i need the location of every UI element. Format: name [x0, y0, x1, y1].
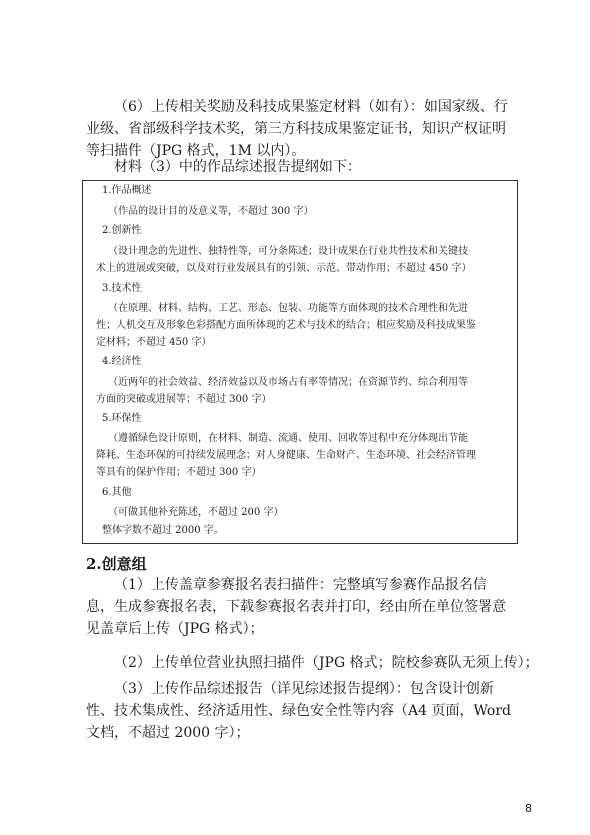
outline-heading-innovation: 2.创新性: [102, 225, 142, 236]
outline-heading-economic: 4.经济性: [102, 356, 142, 367]
outline-heading-overview: 1.作品概述: [102, 185, 152, 196]
text-line: 见盖章后上传（JPG 格式）；: [86, 621, 264, 637]
outline-heading-other: 6.其他: [102, 487, 132, 498]
outline-body-other: （可做其他补充陈述，不超过 200 字）: [108, 507, 284, 518]
outline-heading-technical: 3.技术性: [102, 283, 142, 294]
outline-heading-environmental: 5.环保性: [102, 413, 142, 424]
text-line: 文档，不超过 2000 字）；: [86, 725, 250, 741]
creative-item-3: [86, 678, 526, 744]
text-line: 材料（3）中的作品综述报告提纲如下：: [114, 159, 361, 175]
outline-body-innovation: （设计理念的先进性、独特性等，可分条陈述；设计成果在行业共性技术和关键技 术上的进展或突破，以及对行业发展具有的引领、示范、带动作用；不超过 450 字）: [96, 246, 472, 274]
text-line: 息，生成参赛报名表，下载参赛报名表并打印，经由所在单位签署意: [86, 599, 506, 615]
item-6-paragraph: [86, 96, 526, 162]
section-title-creative-group: 2.创意组: [86, 555, 147, 573]
text-line: 性、技术集成性、经济适用性、绿色安全性等内容（A4 页面，Word: [86, 703, 511, 719]
text-line: （3）上传作品综述报告（详见综述报告提纲）：包含设计创新: [114, 681, 494, 697]
outline-intro: [86, 156, 526, 178]
creative-item-1: [86, 574, 526, 640]
outline-body-economic: （近两年的社会效益、经济效益以及市场占有率等情况；在资源节约、综合利用等 方面的突破或进展等；不超过 300 字）: [96, 377, 468, 405]
creative-item-2: [86, 652, 539, 674]
outline-total-word-limit: 整体字数不超过 2000 字。: [102, 525, 224, 536]
outline-body-environmental: （遵循绿色设计原则，在材料、制造、流通、使用、回收等过程中充分体现出节能 降耗、生态环保的可持续发展理念；对人身健康、生命财产、生态环境、社会经济管理 等具有的保护作用；不超过 300 字）: [96, 433, 476, 478]
page-number: 8: [525, 802, 532, 815]
outline-body-technical: （在原理、材料、结构、工艺、形态、包装、功能等方面体现的技术合理性和先进 性；人机交互及形象色彩搭配方面所体现的艺术与技术的结合；相应奖励及科技成果鉴 定材料；不超过 450 字）: [96, 303, 476, 348]
text-line: （2）上传单位营业执照扫描件（JPG 格式；院校参赛队无须上传）；: [114, 655, 539, 671]
text-line: 业级、省部级科学技术奖，第三方科技成果鉴定证书，知识产权证明: [86, 121, 506, 137]
text-line: （1）上传盖章参赛报名表扫描件：完整填写参赛作品报名信: [114, 577, 487, 593]
text-line: 等扫描件（JPG 格式，1M 以内）。: [86, 143, 306, 159]
text-line: （6）上传相关奖励及科技成果鉴定材料（如有）：如国家级、行: [114, 99, 508, 115]
outline-body-overview: （作品的设计目的及意义等，不超过 300 字）: [108, 206, 314, 217]
